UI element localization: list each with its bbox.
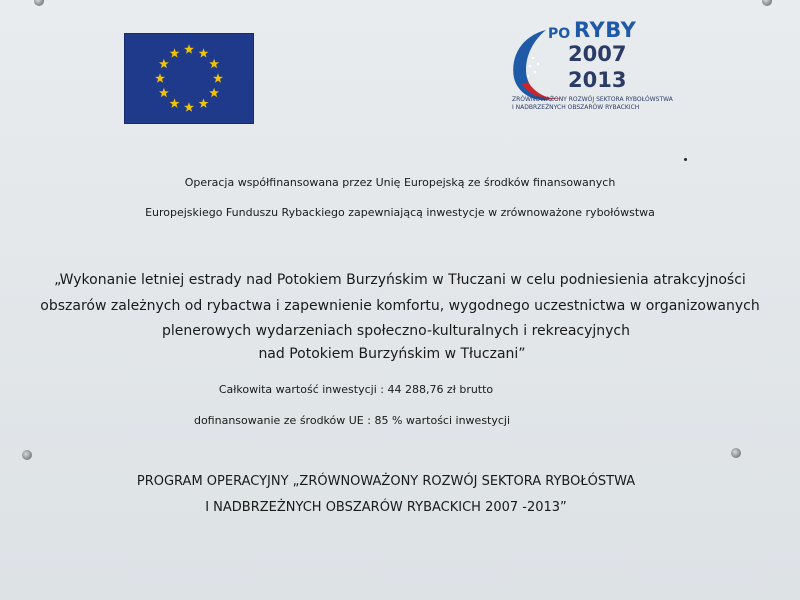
- intro-line-2: Europejskiego Funduszu Rybackiego zapewniającą inwestycje w zrównoważone rybołówstwa: [145, 206, 655, 219]
- screw-top-left: [34, 0, 44, 6]
- logo-small-line1: ZRÓWNOWAŻONY ROZWÓJ SEKTORA RYBOŁÓWSTWA: [512, 96, 673, 103]
- eu-star-icon: [184, 44, 194, 53]
- title-line-3: plenerowych wydarzeniach społeczno-kulturalnych i rekreacyjnych: [161, 323, 630, 339]
- cofinancing-text: dofinansowanie ze środków UE : 85 % wartości inwestycji: [193, 414, 511, 427]
- eu-star-icon: [199, 48, 209, 57]
- screw-left: [22, 450, 32, 460]
- eu-star-icon: [209, 88, 219, 97]
- logo-ryby-text: RYBY: [574, 18, 637, 42]
- title-line-2: obszarów zależnych od rybactwa i zapewnienie komfortu, wygodnego uczestnictwa w organizowanych: [40, 298, 760, 314]
- program-line-2: I NADBRZEŻNYCH OBSZARÓW RYBACKICH 2007 -2013”: [205, 500, 567, 515]
- eu-stars-icon: [124, 33, 254, 124]
- eu-star-icon: [155, 73, 165, 82]
- logo-year-end: 2013: [568, 68, 627, 92]
- title-line-4: nad Potokiem Burzyńskim w Tłuczani”: [258, 346, 526, 362]
- eu-star-icon: [213, 73, 223, 82]
- eu-flag: [124, 33, 254, 124]
- logo-small-line2: I NADBRZEŻNYCH OBSZARÓW RYBACKICH: [512, 104, 640, 111]
- eu-star-icon: [159, 88, 169, 97]
- screw-right: [731, 448, 741, 458]
- total-value-text: Całkowita wartość inwestycji : 44 288,76 zł brutto: [218, 383, 494, 396]
- eu-star-icon: [170, 48, 180, 57]
- logo-po-text: PO: [548, 26, 571, 42]
- logo-year-start: 2007: [568, 42, 627, 66]
- eu-star-icon: [159, 59, 169, 68]
- intro-line-1: Operacja współfinansowana przez Unię Europejską ze środków finansowanych: [184, 176, 616, 189]
- eu-star-icon: [184, 102, 194, 111]
- screw-top-right: [762, 0, 772, 6]
- program-line-1: PROGRAM OPERACYJNY „ZRÓWNOWAŻONY ROZWÓJ SEKTORA RYBOŁÓSTWA: [136, 474, 636, 489]
- eu-star-icon: [170, 98, 180, 107]
- eu-star-icon: [199, 98, 209, 107]
- po-ryby-logo: [508, 18, 673, 118]
- eu-star-icon: [209, 59, 219, 68]
- title-line-1: „Wykonanie letniej estrady nad Potokiem Burzyńskim w Tłuczani w celu podniesienia atrakcyjności: [54, 272, 746, 288]
- dirt-speck: [684, 158, 687, 161]
